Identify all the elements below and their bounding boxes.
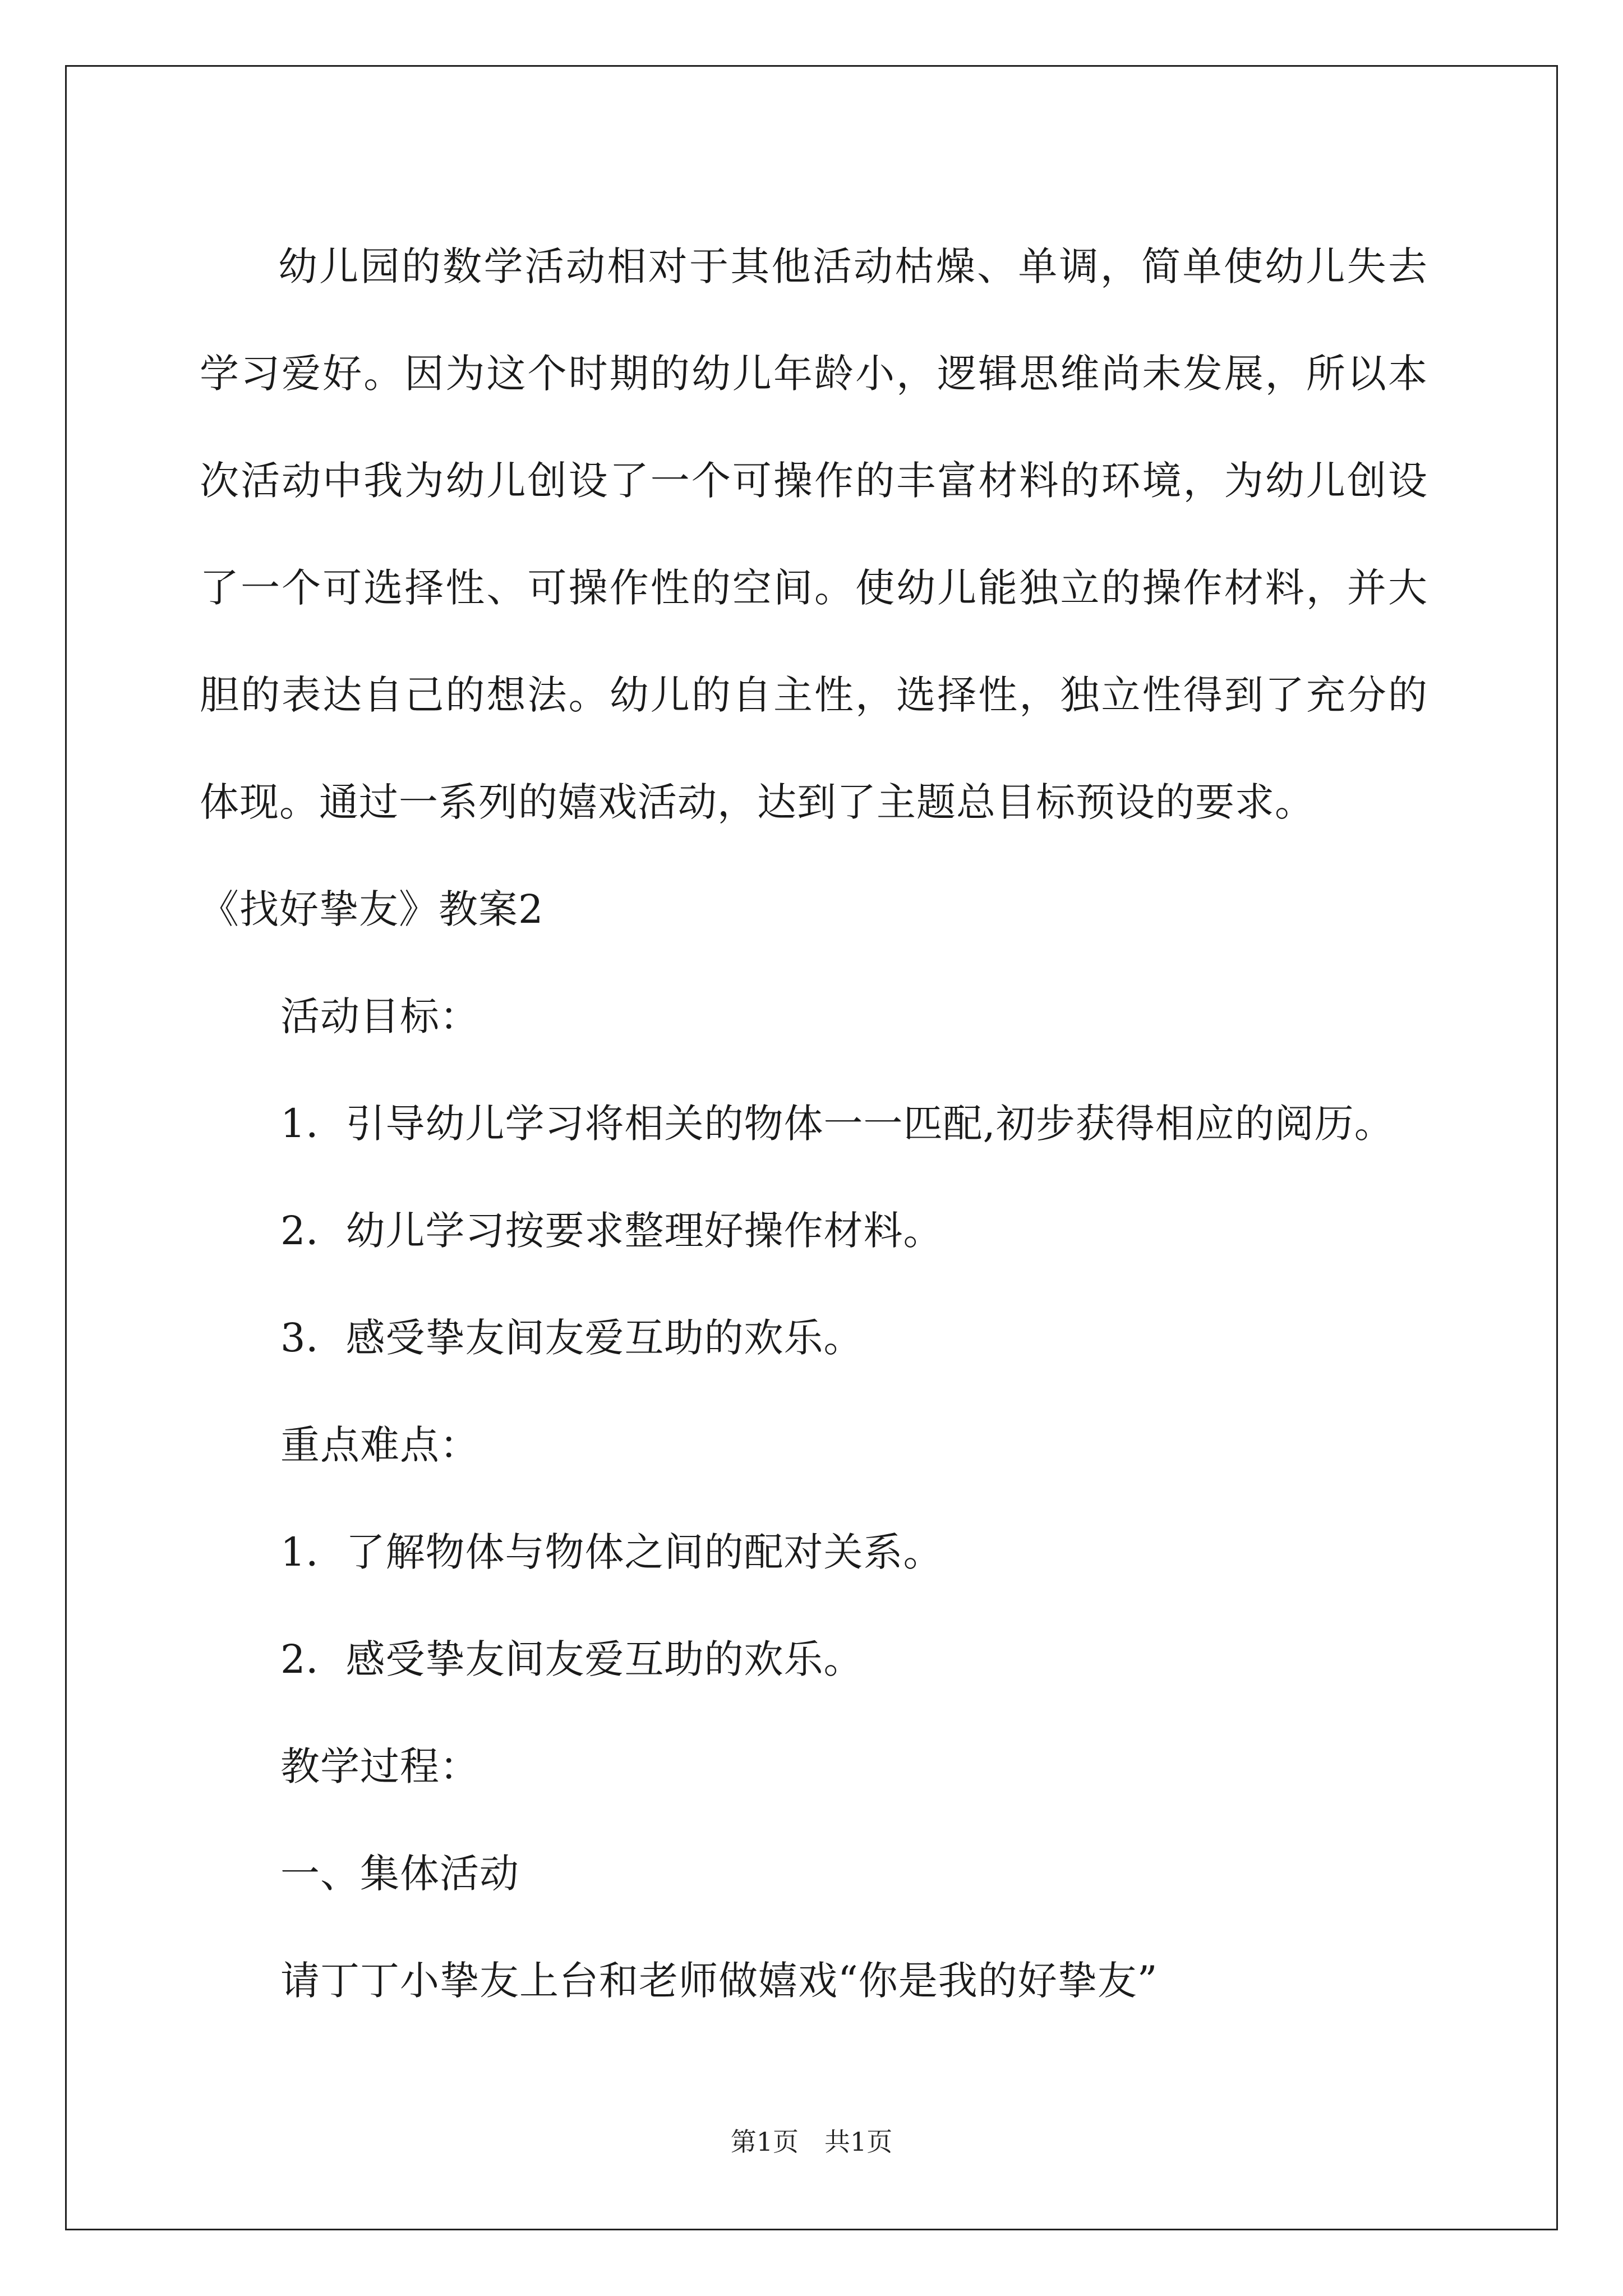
section-title: 《找好挚友》教案2 xyxy=(200,886,544,932)
intro-paragraph: 幼儿园的数学活动相对于其他活动枯燥、单调，简单使幼儿失去学习爱好。因为这个时期的幼儿年龄小，逻辑思维尚未发展，所以本次活动中我为幼儿创设了一个可操作的丰富材料的环境，为幼儿创设了一个可选择性、可操作性的空间。使幼儿能独立的操作材料，并大胆的表达自己的想法。幼儿的自主性，选择性，独立性得到了充分的体现。通过一系列的嬉戏活动，达到了主题总目标预设的要求。 xyxy=(200,243,1428,825)
goals-label: 活动目标： xyxy=(280,993,479,1039)
goal-item-3: 3．感受挚友间友爱互助的欢乐。 xyxy=(280,1315,864,1361)
page-footer xyxy=(0,2122,1623,2159)
process-step1-title: 一、集体活动 xyxy=(280,1851,519,1897)
page-number: 第1页 共1页 xyxy=(730,2127,893,2157)
goal-item-1: 1．引导幼儿学习将相关的物体一一匹配,初步获得相应的阅历。 xyxy=(280,1101,1394,1147)
key-point-item-2: 2．感受挚友间友爱互助的欢乐。 xyxy=(280,1636,864,1682)
key-points-label: 重点难点： xyxy=(280,1422,479,1468)
key-point-item-1: 1．了解物体与物体之间的配对关系。 xyxy=(280,1529,943,1575)
process-label: 教学过程： xyxy=(280,1743,479,1789)
process-step1-text: 请丁丁小挚友上台和老师做嬉戏“你是我的好挚友” xyxy=(280,1958,1158,2004)
document-body xyxy=(200,213,1428,2035)
goal-item-2: 2．幼儿学习按要求整理好操作材料。 xyxy=(280,1208,943,1254)
